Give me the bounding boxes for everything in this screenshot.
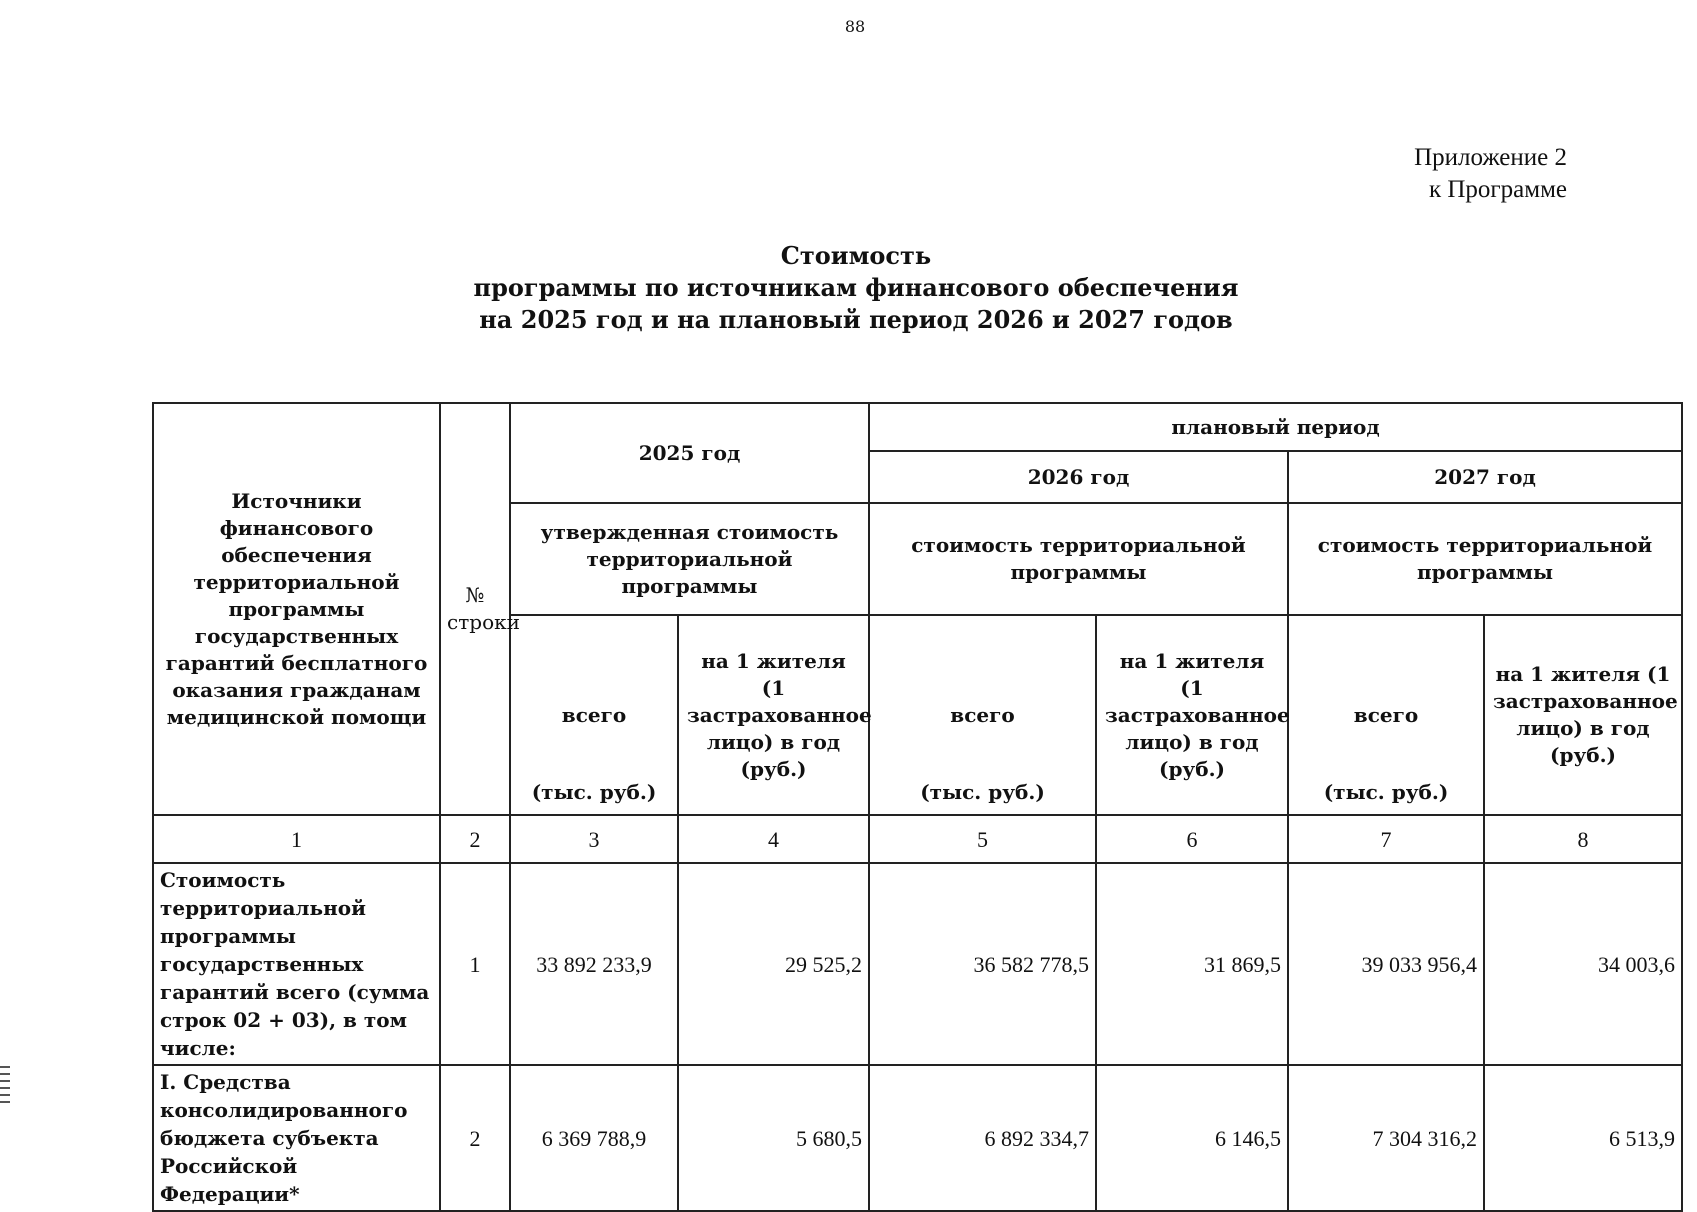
header-per-capita-2026	[1096, 615, 1288, 815]
value-2025-per-capita: 5 680,5	[678, 1065, 869, 1211]
header-total-unit: (тыс. руб.)	[1323, 780, 1449, 804]
header-source: Источники финансового обеспечения территориальной программы государственных гарантий бесплатного оказания гражданам медицинской помощи	[153, 403, 440, 815]
value-2027-per-capita: 34 003,6	[1484, 863, 1682, 1065]
appendix-line-2: к Программе	[1428, 176, 1567, 203]
header-total-2025	[510, 615, 678, 815]
cost-table	[152, 402, 1683, 1212]
header-year-2026: 2026 год	[869, 451, 1288, 503]
header-per-capita-label: на 1 жителя (1 застрахованное лицо) в год (руб.)	[1493, 662, 1678, 767]
header-per-capita-2027	[1484, 615, 1682, 815]
column-number: 6	[1096, 815, 1288, 863]
table-row	[153, 863, 1682, 1065]
value-2025-total: 33 892 233,9	[510, 863, 678, 1065]
header-total-label: всего	[561, 702, 627, 727]
appendix-note	[1414, 142, 1567, 206]
column-number: 7	[1288, 815, 1484, 863]
header-total-2026	[869, 615, 1096, 815]
table-row	[153, 1065, 1682, 1211]
header-total-label: всего	[950, 702, 1015, 727]
header-planned-period: плановый период	[869, 403, 1682, 451]
title-line-1: Стоимость	[780, 241, 932, 270]
header-total-label: всего	[1353, 702, 1419, 727]
value-2026-per-capita: 6 146,5	[1096, 1065, 1288, 1211]
header-total-2027	[1288, 615, 1484, 815]
header-per-capita-label: на 1 жителя (1 застрахованное лицо) в год (руб.)	[687, 648, 872, 781]
column-number: 1	[153, 815, 440, 863]
header-per-capita-label: на 1 жителя (1 застрахованное лицо) в год (руб.)	[1105, 648, 1290, 781]
document-title	[0, 240, 1697, 336]
row-source-label: I. Средства консолидированного бюджета субъекта Российской Федерации*	[153, 1065, 440, 1211]
page-number: 88	[844, 17, 866, 36]
value-2027-per-capita: 6 513,9	[1484, 1065, 1682, 1211]
title-line-3: на 2025 год и на плановый период 2026 и 2027 годов	[479, 305, 1233, 334]
appendix-line-1: Приложение 2	[1414, 144, 1567, 171]
header-row-number: № строки	[440, 403, 510, 815]
header-total-unit: (тыс. руб.)	[531, 780, 657, 804]
scan-margin-marks	[0, 1066, 10, 1108]
value-2027-total: 39 033 956,4	[1288, 863, 1484, 1065]
value-2025-total: 6 369 788,9	[510, 1065, 678, 1211]
row-source-label: Стоимость территориальной программы государственных гарантий всего (сумма строк 02 + 03), в том числе:	[153, 863, 440, 1065]
value-2026-total: 36 582 778,5	[869, 863, 1096, 1065]
header-total-unit: (тыс. руб.)	[920, 780, 1045, 804]
header-year-2025: 2025 год	[510, 403, 869, 503]
value-2026-per-capita: 31 869,5	[1096, 863, 1288, 1065]
header-group-2025: утвержденная стоимость территориальной программы	[510, 503, 869, 615]
column-number: 8	[1484, 815, 1682, 863]
value-2025-per-capita: 29 525,2	[678, 863, 869, 1065]
column-number: 5	[869, 815, 1096, 863]
value-2026-total: 6 892 334,7	[869, 1065, 1096, 1211]
row-number: 1	[440, 863, 510, 1065]
header-per-capita-2025	[678, 615, 872, 815]
column-number: 2	[440, 815, 510, 863]
column-number: 3	[510, 815, 678, 863]
value-2027-total: 7 304 316,2	[1288, 1065, 1484, 1211]
title-line-2: программы по источникам финансового обеспечения	[473, 273, 1239, 302]
header-year-2027: 2027 год	[1288, 451, 1682, 503]
header-group-2026: стоимость территориальной программы	[869, 503, 1288, 615]
column-number: 4	[678, 815, 869, 863]
row-number: 2	[440, 1065, 510, 1211]
column-number-row	[153, 815, 1682, 863]
header-group-2027: стоимость территориальной программы	[1288, 503, 1682, 615]
